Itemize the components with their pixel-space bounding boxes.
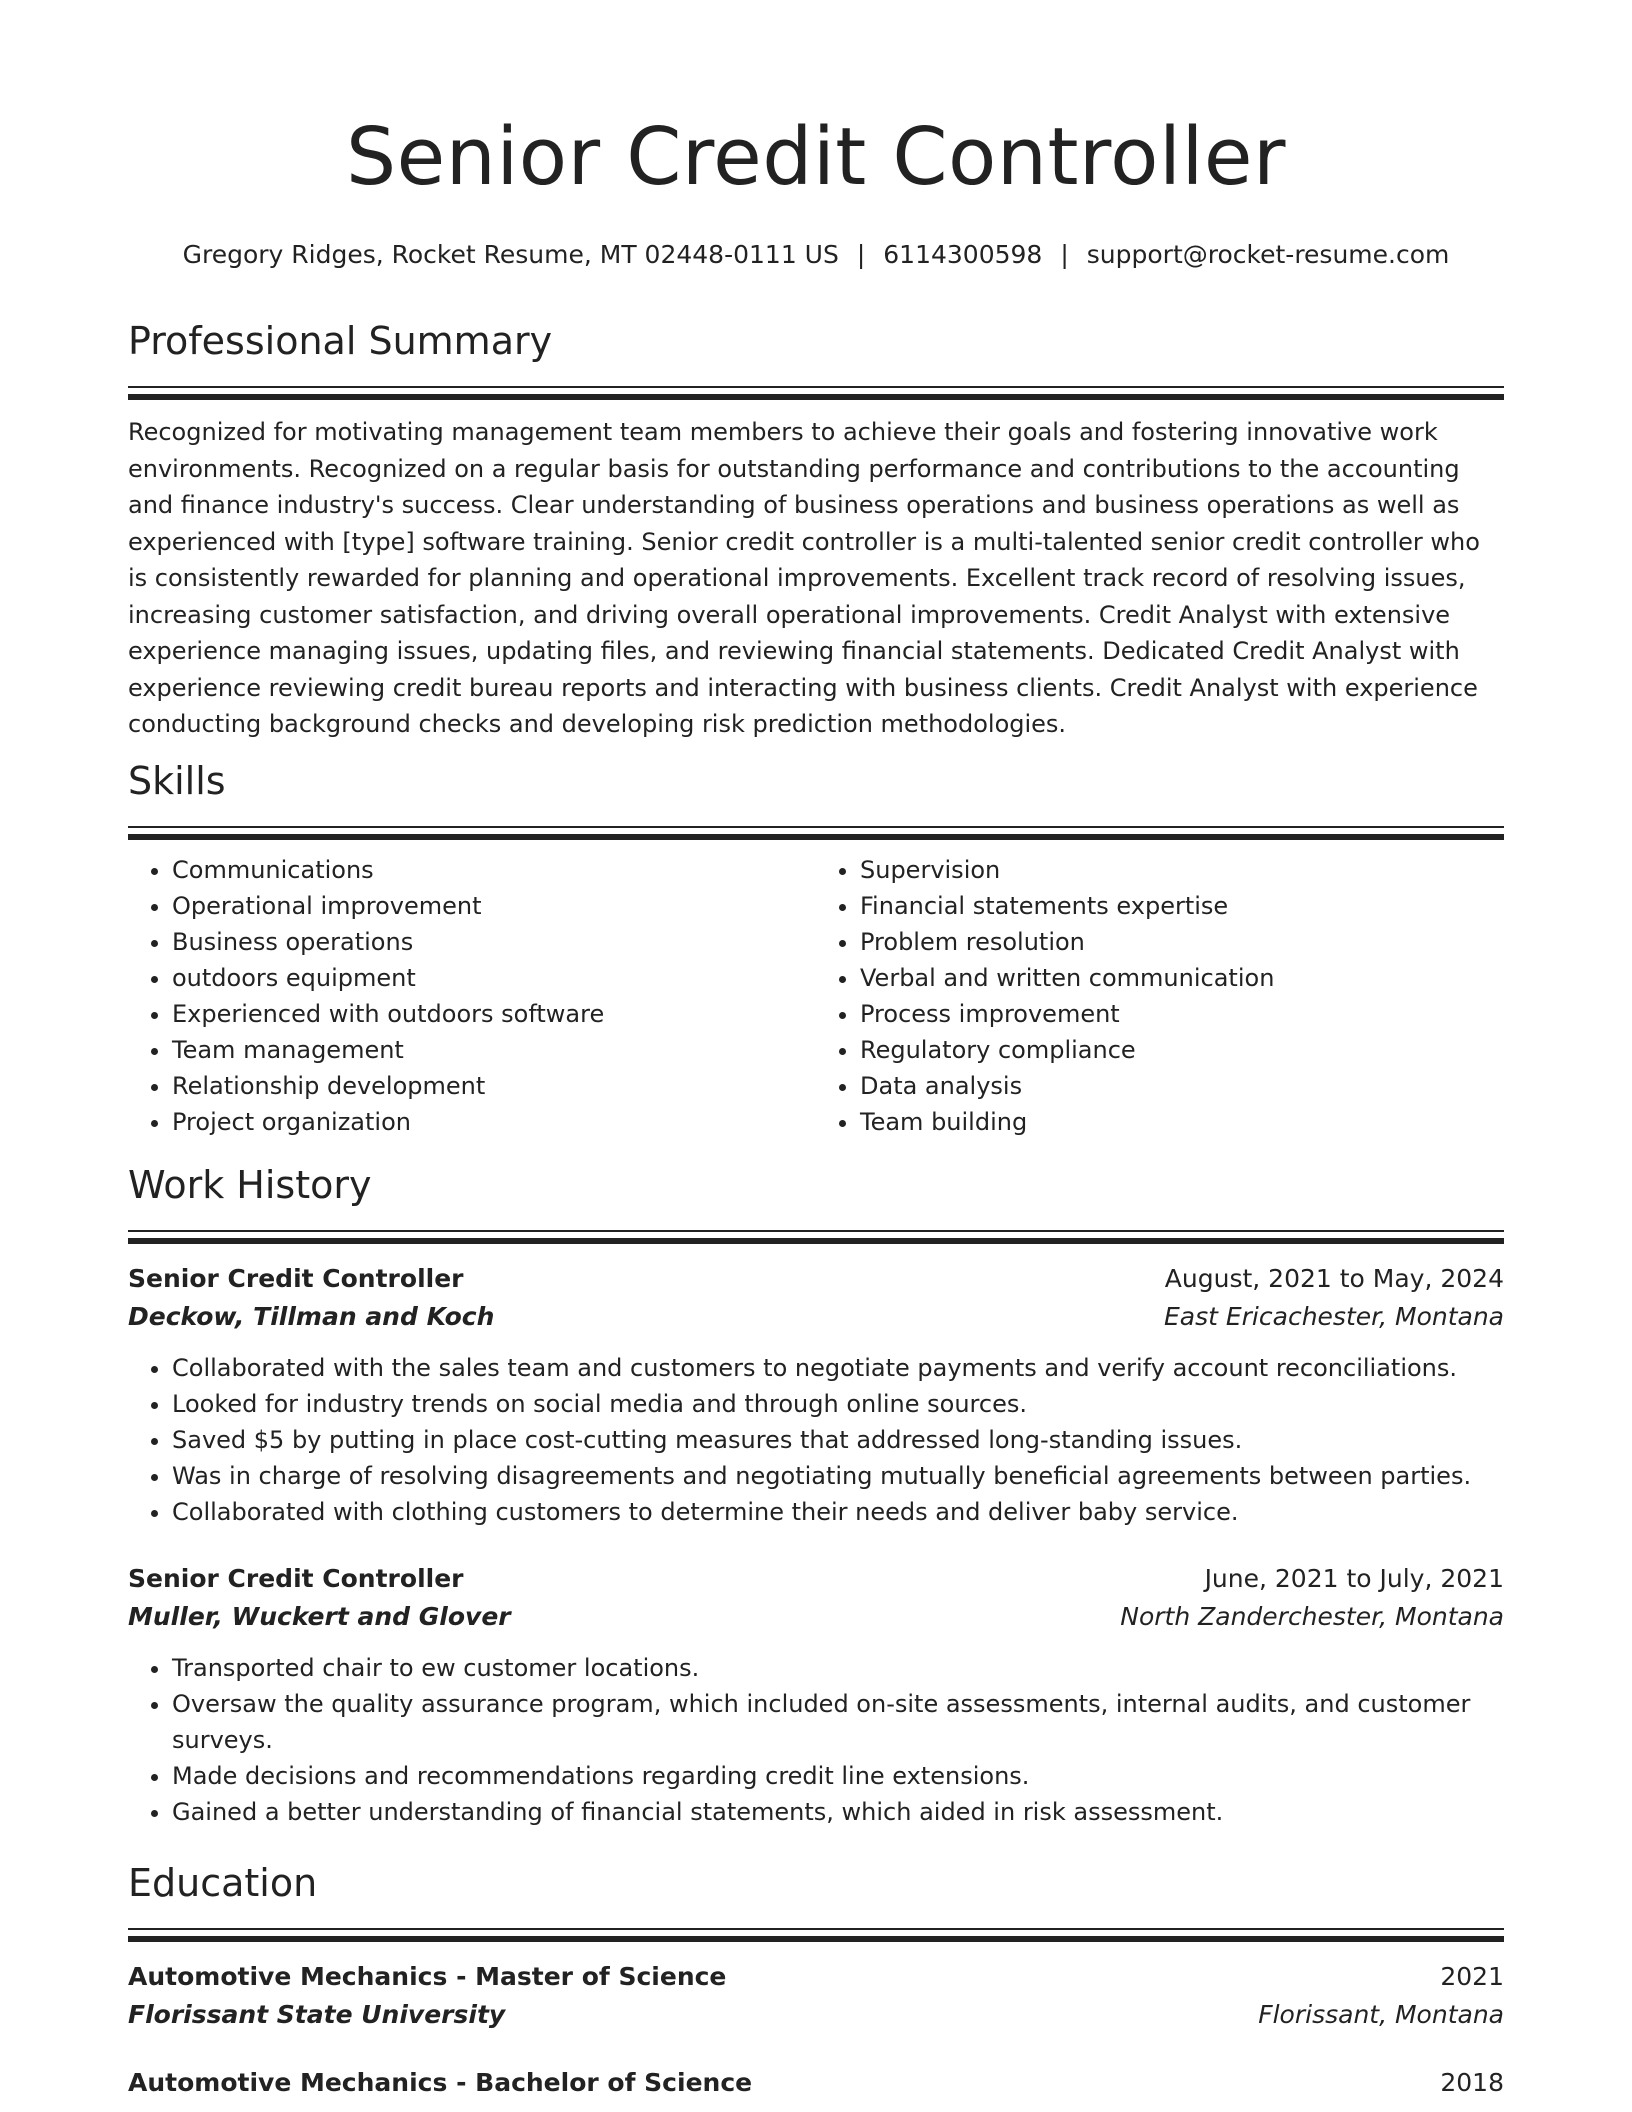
- education-school: Florissant State University: [128, 2000, 506, 2029]
- section-heading-work: Work History: [128, 1163, 372, 1207]
- job-bullet: • Made decisions and recommendations regarding credit line extensions.: [172, 1758, 1504, 1794]
- skill-item: • Regulatory compliance: [860, 1032, 1504, 1068]
- skill-item: • Team building: [860, 1104, 1504, 1140]
- skill-item: • Verbal and written communication: [860, 960, 1504, 996]
- education-entry: [128, 2064, 1504, 2102]
- skill-item: • Financial statements expertise: [860, 888, 1504, 924]
- job-entry: [128, 1560, 1504, 1830]
- contact-line: [128, 240, 1504, 270]
- section-divider: [128, 1928, 1504, 1942]
- job-entry: [128, 1260, 1504, 1530]
- skills-grid: [128, 852, 1504, 1140]
- education-location: Florissant, Montana: [1258, 2000, 1504, 2029]
- job-location: North Zanderchester, Montana: [1120, 1602, 1504, 1631]
- job-bullet: • Collaborated with the sales team and customers to negotiate payments and verify account reconciliations.: [172, 1350, 1504, 1386]
- skills-list-left: [128, 852, 816, 1140]
- summary-text: Recognized for motivating management team members to achieve their goals and fostering innovative work environments. Recognized on a regular basis for outstanding performance and contributions to the accounting and finance industry's success. Clear understanding of business operations and business operations as well as experienced with [type] software training. Senior credit controller is a multi-talented senior credit controller who is consistently rewarded for planning and operational improvements. Excellent track record of resolving issues, increasing customer satisfaction, and driving overall operational improvements. Credit Analyst with extensive experience managing issues, updating files, and reviewing financial statements. Dedicated Credit Analyst with experience reviewing credit bureau reports and interacting with business clients. Credit Analyst with experience conducting background checks and developing risk prediction methodologies.: [128, 418, 1480, 738]
- contact-phone: 6114300598: [883, 240, 1043, 269]
- section-heading-education: Education: [128, 1861, 318, 1905]
- job-bullet: • Transported chair to ew customer locations.: [172, 1650, 1504, 1686]
- job-bullet: • Gained a better understanding of financial statements, which aided in risk assessment.: [172, 1794, 1504, 1830]
- contact-email: support@rocket-resume.com: [1086, 240, 1450, 269]
- job-company: Deckow, Tillman and Koch: [128, 1302, 495, 1331]
- section-divider: [128, 386, 1504, 400]
- work-section: [128, 1163, 1504, 1830]
- skill-item: • Process improvement: [860, 996, 1504, 1032]
- skill-item: • outdoors equipment: [172, 960, 816, 996]
- education-entry: [128, 1958, 1504, 2034]
- skill-item: • Communications: [172, 852, 816, 888]
- job-company: Muller, Wuckert and Glover: [128, 1602, 511, 1631]
- education-degree: Automotive Mechanics - Master of Science: [128, 1962, 727, 1991]
- job-bullet: • Oversaw the quality assurance program, which included on-site assessments, internal audits, and customer surveys.: [172, 1686, 1504, 1758]
- job-location: East Ericachester, Montana: [1163, 1302, 1504, 1331]
- section-heading-skills: Skills: [128, 759, 226, 803]
- job-title: Senior Credit Controller: [128, 1264, 464, 1293]
- job-title: Senior Credit Controller: [128, 1564, 464, 1593]
- skill-item: • Team management: [172, 1032, 816, 1068]
- skill-item: • Business operations: [172, 924, 816, 960]
- contact-separator: |: [1060, 240, 1069, 269]
- job-bullet: • Saved $5 by putting in place cost-cutting measures that addressed long-standing issues.: [172, 1422, 1504, 1458]
- skill-item: • Problem resolution: [860, 924, 1504, 960]
- job-dates: June, 2021 to July, 2021: [1204, 1564, 1504, 1593]
- education-year: 2018: [1440, 2068, 1504, 2097]
- skill-item: • Project organization: [172, 1104, 816, 1140]
- education-year: 2021: [1440, 1962, 1504, 1991]
- job-bullets: [128, 1650, 1504, 1830]
- job-dates: August, 2021 to May, 2024: [1164, 1264, 1504, 1293]
- education-degree: Automotive Mechanics - Bachelor of Science: [128, 2068, 753, 2097]
- contact-address: Gregory Ridges, Rocket Resume, MT 02448-0111 US: [182, 240, 839, 269]
- job-bullet: • Was in charge of resolving disagreements and negotiating mutually beneficial agreements between parties.: [172, 1458, 1504, 1494]
- skill-item: • Experienced with outdoors software: [172, 996, 816, 1032]
- job-bullets: [128, 1350, 1504, 1530]
- skills-section: [128, 759, 1504, 1140]
- contact-separator: |: [856, 240, 866, 269]
- section-heading-summary: Professional Summary: [128, 319, 553, 363]
- section-divider: [128, 1230, 1504, 1244]
- skill-item: • Relationship development: [172, 1068, 816, 1104]
- summary-section: [128, 319, 1504, 743]
- job-bullet: • Looked for industry trends on social media and through online sources.: [172, 1386, 1504, 1422]
- skill-item: • Data analysis: [860, 1068, 1504, 1104]
- section-divider: [128, 826, 1504, 840]
- education-section: [128, 1861, 1504, 2102]
- skill-item: • Supervision: [860, 852, 1504, 888]
- skill-item: • Operational improvement: [172, 888, 816, 924]
- skills-list-right: [816, 852, 1504, 1140]
- job-bullet: • Collaborated with clothing customers to determine their needs and deliver baby service.: [172, 1494, 1504, 1530]
- resume-title: Senior Credit Controller: [346, 111, 1286, 203]
